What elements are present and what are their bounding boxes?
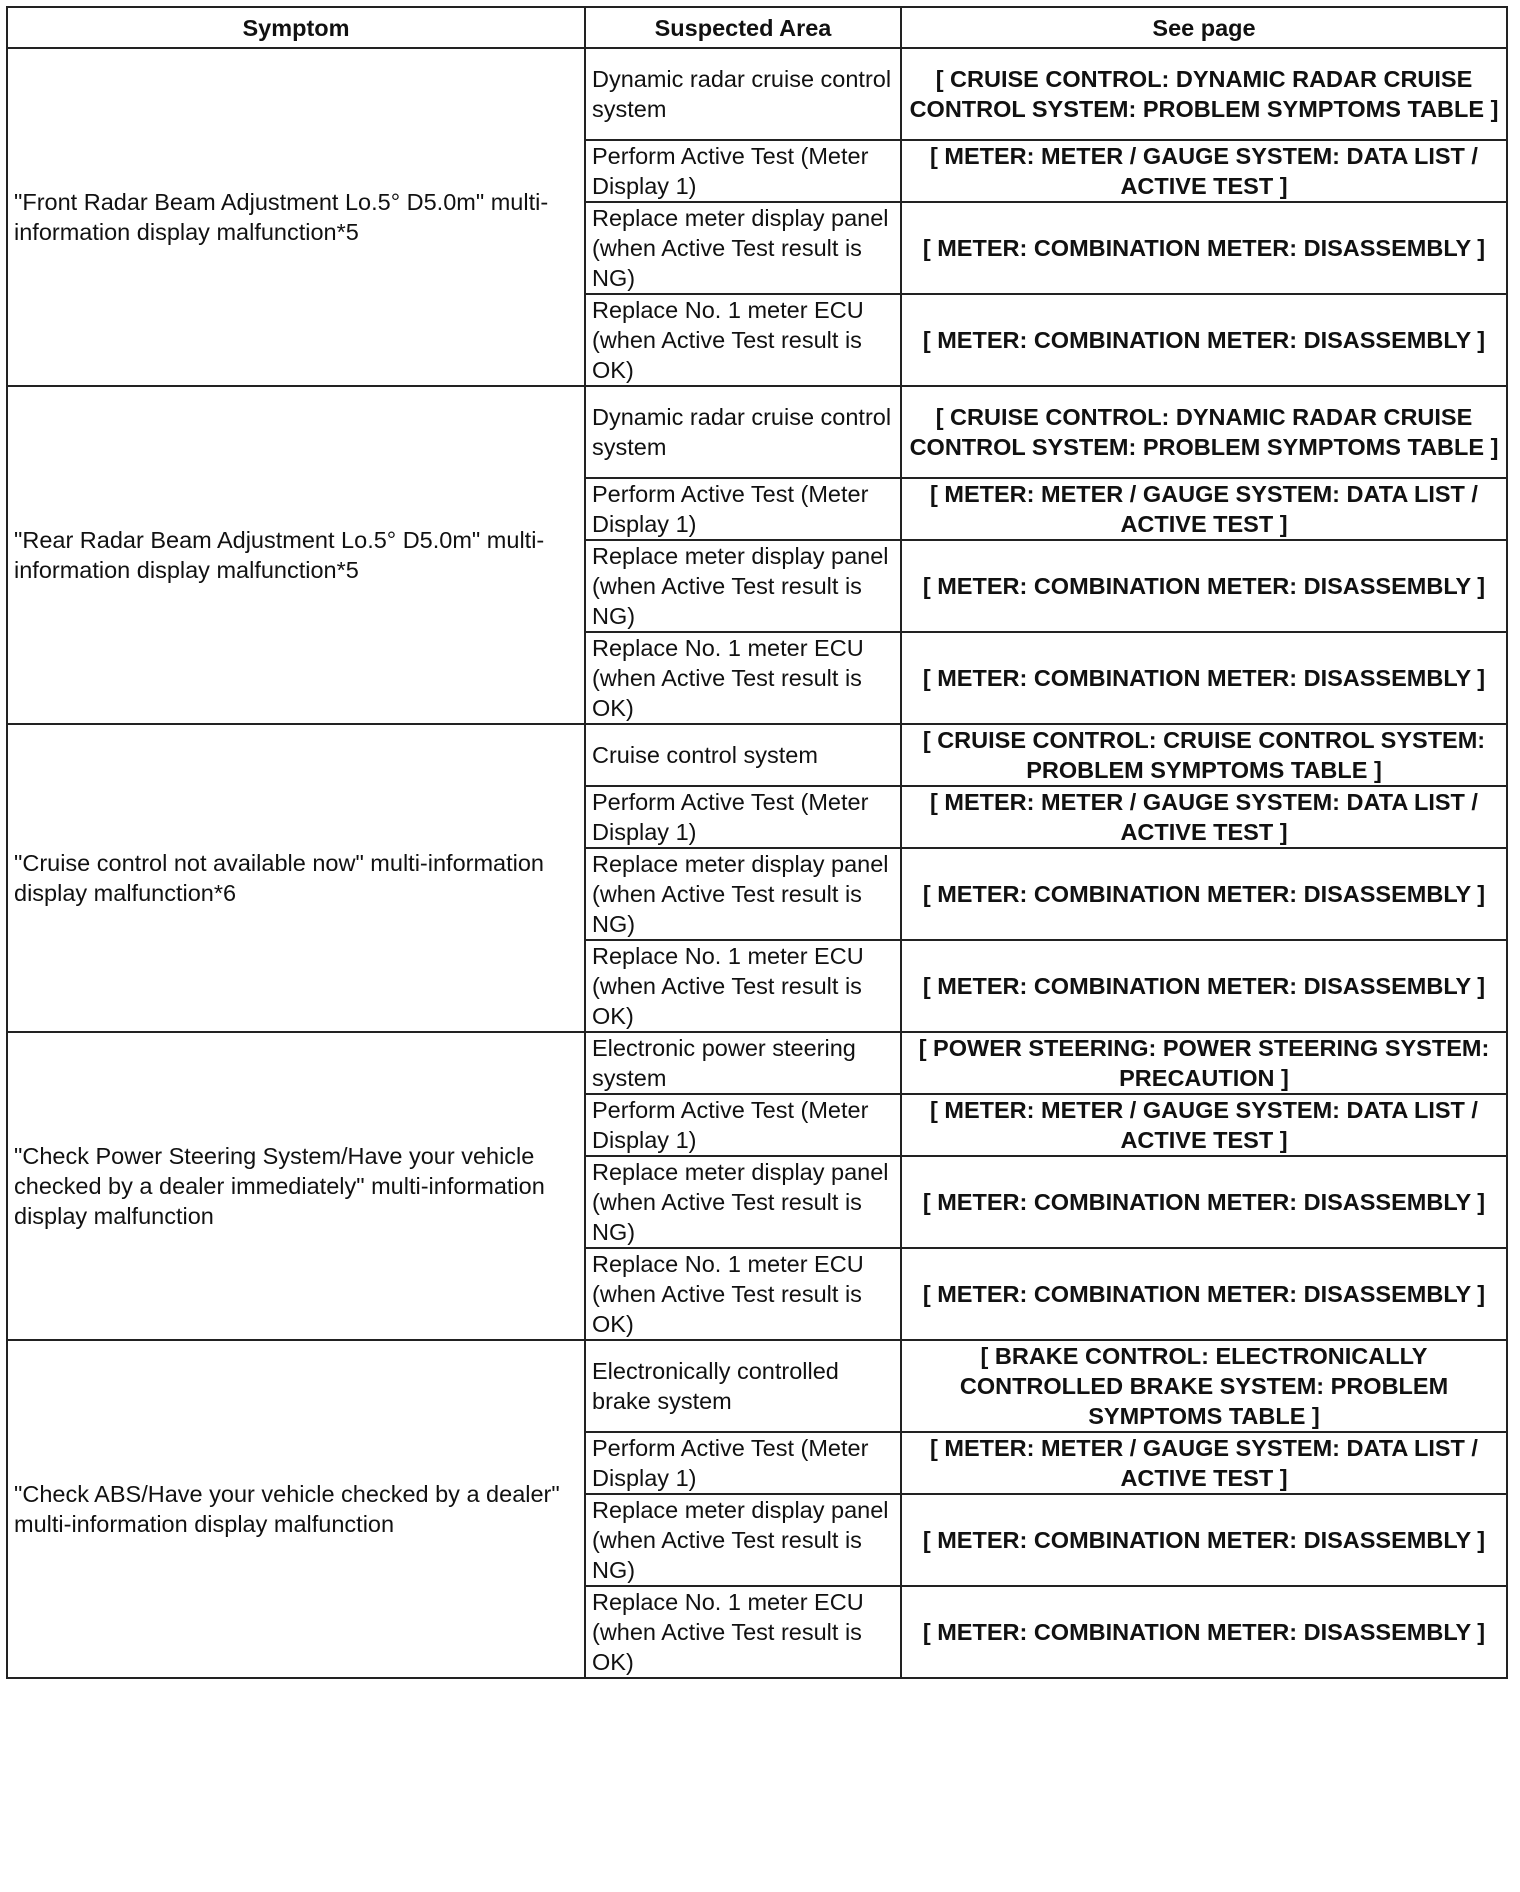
suspected-area-cell: Perform Active Test (Meter Display 1) bbox=[585, 1432, 901, 1494]
suspected-area-cell: Dynamic radar cruise control system bbox=[585, 386, 901, 478]
suspected-area-cell: Replace meter display panel (when Active Test result is NG) bbox=[585, 540, 901, 632]
table-row bbox=[7, 1032, 1507, 1094]
suspected-area-cell: Perform Active Test (Meter Display 1) bbox=[585, 786, 901, 848]
table-row bbox=[7, 1340, 1507, 1432]
see-page-link[interactable]: [ METER: METER / GAUGE SYSTEM: DATA LIST / ACTIVE TEST ] bbox=[901, 140, 1507, 202]
header-see-page: See page bbox=[901, 7, 1507, 48]
suspected-area-cell: Replace meter display panel (when Active Test result is NG) bbox=[585, 202, 901, 294]
symptom-cell: "Check ABS/Have your vehicle checked by a dealer" multi-information display malfunction bbox=[7, 1340, 585, 1678]
problem-symptoms-table-container bbox=[6, 6, 1508, 1679]
see-page-link[interactable]: [ METER: COMBINATION METER: DISASSEMBLY ] bbox=[901, 540, 1507, 632]
symptom-cell: "Check Power Steering System/Have your vehicle checked by a dealer immediately" multi-information display malfunction bbox=[7, 1032, 585, 1340]
see-page-link[interactable]: [ METER: METER / GAUGE SYSTEM: DATA LIST / ACTIVE TEST ] bbox=[901, 1432, 1507, 1494]
suspected-area-cell: Replace No. 1 meter ECU (when Active Test result is OK) bbox=[585, 1586, 901, 1678]
see-page-link[interactable]: [ CRUISE CONTROL: DYNAMIC RADAR CRUISE CONTROL SYSTEM: PROBLEM SYMPTOMS TABLE ] bbox=[901, 386, 1507, 478]
suspected-area-cell: Replace No. 1 meter ECU (when Active Test result is OK) bbox=[585, 940, 901, 1032]
see-page-link[interactable]: [ METER: COMBINATION METER: DISASSEMBLY ] bbox=[901, 1156, 1507, 1248]
symptom-cell: "Front Radar Beam Adjustment Lo.5° D5.0m" multi-information display malfunction*5 bbox=[7, 48, 585, 386]
suspected-area-cell: Replace No. 1 meter ECU (when Active Test result is OK) bbox=[585, 632, 901, 724]
see-page-link[interactable]: [ METER: COMBINATION METER: DISASSEMBLY ] bbox=[901, 940, 1507, 1032]
header-suspected-area: Suspected Area bbox=[585, 7, 901, 48]
see-page-link[interactable]: [ POWER STEERING: POWER STEERING SYSTEM: PRECAUTION ] bbox=[901, 1032, 1507, 1094]
suspected-area-cell: Replace No. 1 meter ECU (when Active Test result is OK) bbox=[585, 1248, 901, 1340]
suspected-area-cell: Replace No. 1 meter ECU (when Active Test result is OK) bbox=[585, 294, 901, 386]
suspected-area-cell: Perform Active Test (Meter Display 1) bbox=[585, 140, 901, 202]
symptom-cell: "Cruise control not available now" multi-information display malfunction*6 bbox=[7, 724, 585, 1032]
symptom-cell: "Rear Radar Beam Adjustment Lo.5° D5.0m" multi-information display malfunction*5 bbox=[7, 386, 585, 724]
table-row bbox=[7, 724, 1507, 786]
table-header-row bbox=[7, 7, 1507, 48]
header-symptom: Symptom bbox=[7, 7, 585, 48]
table-row bbox=[7, 48, 1507, 140]
suspected-area-cell: Replace meter display panel (when Active Test result is NG) bbox=[585, 1156, 901, 1248]
suspected-area-cell: Perform Active Test (Meter Display 1) bbox=[585, 478, 901, 540]
see-page-link[interactable]: [ METER: COMBINATION METER: DISASSEMBLY ] bbox=[901, 632, 1507, 724]
see-page-link[interactable]: [ METER: COMBINATION METER: DISASSEMBLY ] bbox=[901, 1494, 1507, 1586]
see-page-link[interactable]: [ METER: METER / GAUGE SYSTEM: DATA LIST / ACTIVE TEST ] bbox=[901, 478, 1507, 540]
suspected-area-cell: Dynamic radar cruise control system bbox=[585, 48, 901, 140]
see-page-link[interactable]: [ METER: METER / GAUGE SYSTEM: DATA LIST / ACTIVE TEST ] bbox=[901, 1094, 1507, 1156]
see-page-link[interactable]: [ CRUISE CONTROL: CRUISE CONTROL SYSTEM: PROBLEM SYMPTOMS TABLE ] bbox=[901, 724, 1507, 786]
table-row bbox=[7, 386, 1507, 478]
see-page-link[interactable]: [ METER: COMBINATION METER: DISASSEMBLY ] bbox=[901, 848, 1507, 940]
see-page-link[interactable]: [ METER: COMBINATION METER: DISASSEMBLY ] bbox=[901, 202, 1507, 294]
suspected-area-cell: Replace meter display panel (when Active Test result is NG) bbox=[585, 848, 901, 940]
see-page-link[interactable]: [ CRUISE CONTROL: DYNAMIC RADAR CRUISE CONTROL SYSTEM: PROBLEM SYMPTOMS TABLE ] bbox=[901, 48, 1507, 140]
problem-symptoms-table bbox=[6, 6, 1508, 1679]
see-page-link[interactable]: [ BRAKE CONTROL: ELECTRONICALLY CONTROLLED BRAKE SYSTEM: PROBLEM SYMPTOMS TABLE ] bbox=[901, 1340, 1507, 1432]
see-page-link[interactable]: [ METER: METER / GAUGE SYSTEM: DATA LIST / ACTIVE TEST ] bbox=[901, 786, 1507, 848]
see-page-link[interactable]: [ METER: COMBINATION METER: DISASSEMBLY ] bbox=[901, 1586, 1507, 1678]
see-page-link[interactable]: [ METER: COMBINATION METER: DISASSEMBLY ] bbox=[901, 1248, 1507, 1340]
suspected-area-cell: Electronically controlled brake system bbox=[585, 1340, 901, 1432]
suspected-area-cell: Perform Active Test (Meter Display 1) bbox=[585, 1094, 901, 1156]
suspected-area-cell: Replace meter display panel (when Active Test result is NG) bbox=[585, 1494, 901, 1586]
suspected-area-cell: Cruise control system bbox=[585, 724, 901, 786]
see-page-link[interactable]: [ METER: COMBINATION METER: DISASSEMBLY ] bbox=[901, 294, 1507, 386]
suspected-area-cell: Electronic power steering system bbox=[585, 1032, 901, 1094]
